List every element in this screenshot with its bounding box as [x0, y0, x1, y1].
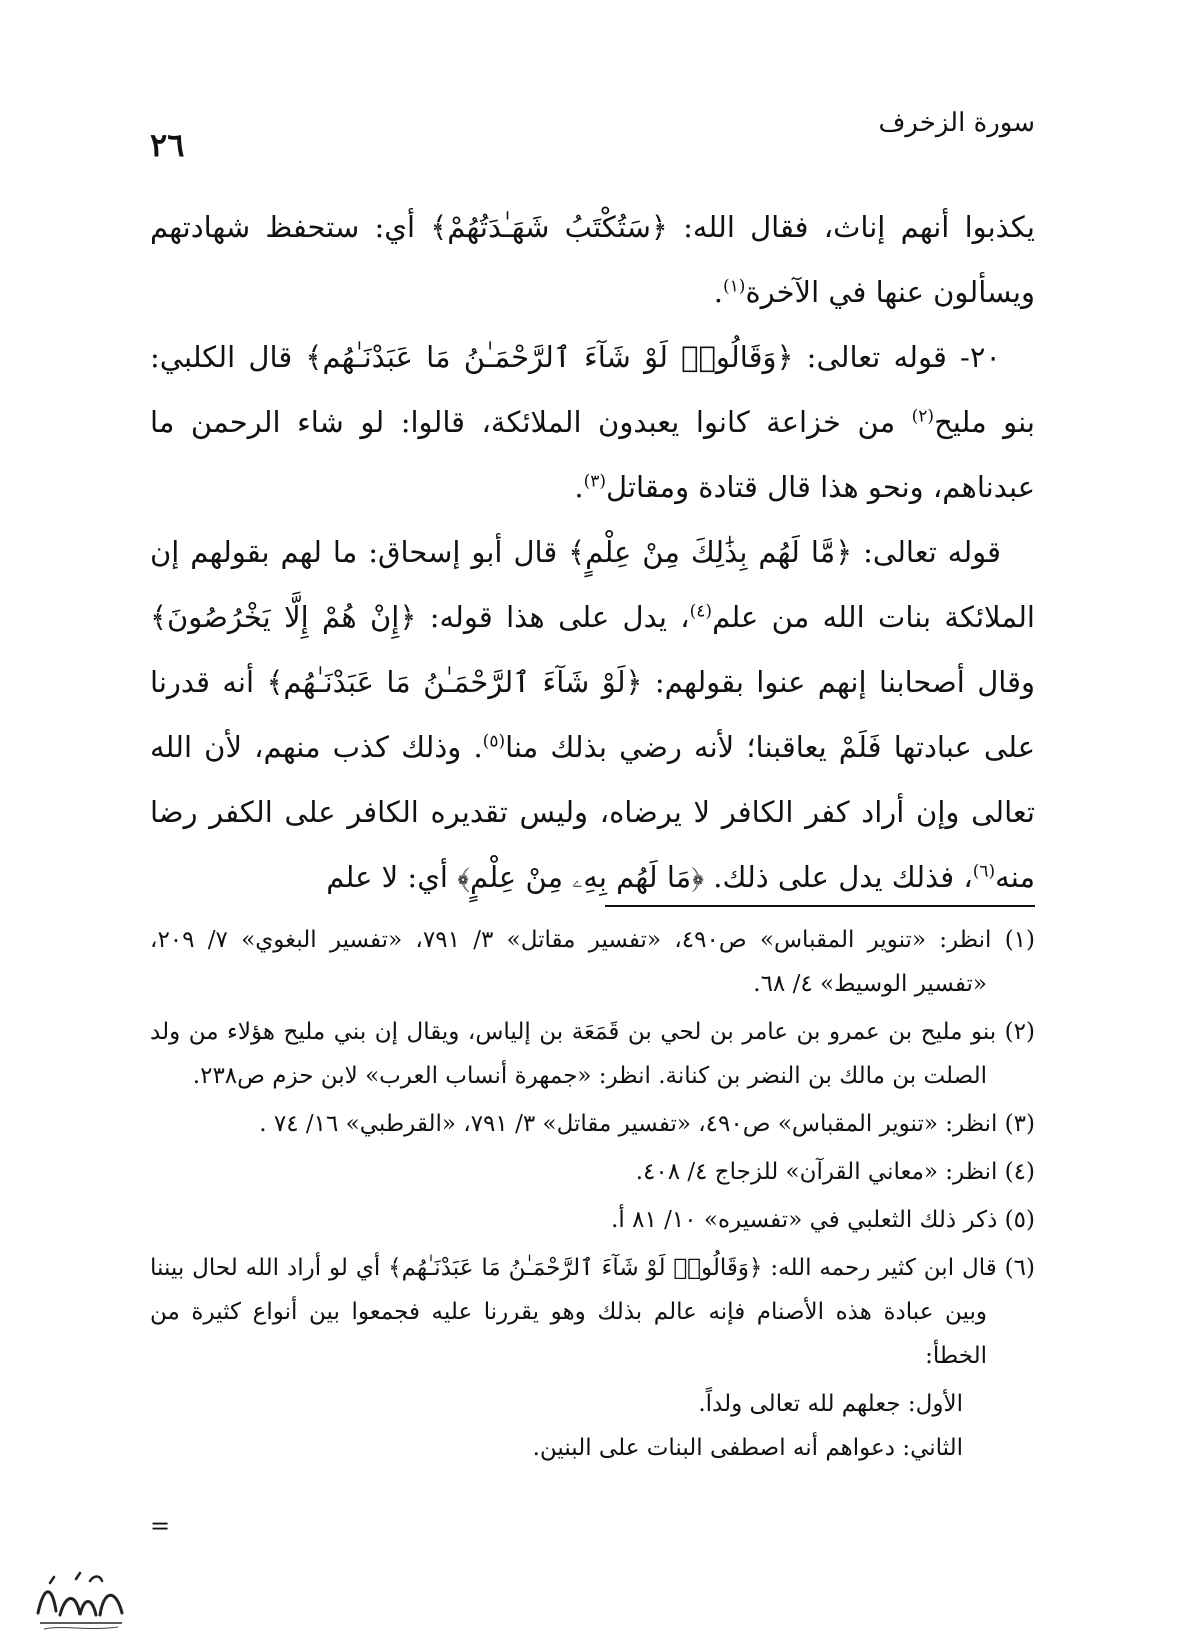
paragraph-2: [150, 325, 1035, 520]
paragraph-2-end: .: [574, 470, 584, 504]
page-header: [150, 96, 1035, 164]
footnote-6-second: الثاني: دعواهم أنه اصطفى البنات على البنين.: [532, 1435, 963, 1461]
footnote-ref-2: (٢): [911, 406, 935, 427]
paragraph-3-text-a: قوله تعالى: ﴿مَّا لَهُم بِذَٰلِكَ مِنْ عِلْمٍ﴾ قال أبو إسحاق: ما لهم بقولهم إن الملائكة بنات الله من علم: [150, 535, 1035, 634]
footnote-ref-6: (٦): [972, 861, 996, 882]
footnote-divider: [605, 905, 1035, 907]
footnote-ref-1: (١): [723, 276, 746, 297]
footnote-ref-3: (٣): [583, 471, 607, 492]
footnote-6-first: الأول: جعلهم لله تعالى ولداً.: [698, 1391, 963, 1417]
footnote-ref-4: (٤): [689, 601, 713, 622]
paragraph-1: [150, 195, 1035, 325]
paragraph-1-end: .: [713, 275, 724, 309]
footnote-1: (١) انظر: «تنوير المقباس» ص٤٩٠، «تفسير مقاتل» ٣/ ٧٩١، «تفسير البغوي» ٧/ ٢٠٩، «تفسير الوسيط» ٤/ ٦٨.: [150, 927, 1036, 997]
paragraph-3-text-b: ، يدل على هذا قوله: ﴿إِنْ هُمْ إِلَّا يَخْرُصُونَ﴾ وقال أصحابنا إنهم عنوا بقولهم: ﴿لَوْ شَآءَ ٱلرَّحْمَـٰنُ مَا عَبَدْنَـٰهُم﴾ أنه قدرنا على عبادتها فَلَمْ يعاقبنا؛ لأنه رضي بذلك منا: [150, 600, 1035, 764]
footnote-2: (٢) بنو مليح بن عمرو بن عامر بن لحي بن قَمَعَة بن إلياس، ويقال إن بني مليح هؤلاء من ولد الصلت بن مالك بن النضر بن كنانة. انظر: «جمهرة أنساب العرب» لابن حزم ص٢٣٨.: [150, 1019, 1035, 1089]
footnotes: [150, 918, 1035, 1470]
paragraph-3: [150, 520, 1035, 910]
footnote-5: (٥) ذكر ذلك الثعلبي في «تفسيره» ١٠/ ٨١ أ.: [611, 1207, 1035, 1233]
footnote-6: (٦) قال ابن كثير رحمه الله: ﴿وَقَالُوا۟ لَوْ شَآءَ ٱلرَّحْمَـٰنُ مَا عَبَدْنَـٰهُم﴾ أي لو أراد الله لحال بيننا وبين عبادة هذه الأصنام فإنه عالم بذلك وهو يقررنا عليه فجمعوا بين أنواع كثيرة من الخطأ:: [150, 1255, 1035, 1369]
publisher-logo-icon: [30, 1565, 130, 1635]
paragraph-1-text: يكذبوا أنهم إناث، فقال الله: ﴿سَتُكْتَبُ شَهَـٰدَتُهُمْ﴾ أي: ستحفظ شهادتهم ويسألون عنها في الآخرة: [150, 210, 1035, 309]
paragraph-2-text-b: من خزاعة كانوا يعبدون الملائكة، قالوا: لو شاء الرحمن ما عبدناهم، ونحو هذا قال قتادة ومقاتل: [150, 405, 1035, 504]
paragraph-3-text-c: . وذلك كذب منهم، لأن الله تعالى وإن أراد كفر الكافر لا يرضاه، وليس تقديره الكافر على الكفر رضا منه: [150, 730, 1035, 894]
paragraph-2-text-a: ٢٠- قوله تعالى: ﴿وَقَالُوا۟ لَوْ شَآءَ ٱلرَّحْمَـٰنُ مَا عَبَدْنَـٰهُم﴾ قال الكلبي: بنو مليح: [150, 340, 1035, 439]
main-text: [150, 195, 1035, 910]
paragraph-3-text-d: ، فذلك يدل على ذلك. ﴿مَا لَهُم بِهِۦ مِنْ عِلْمٍ﴾ أي: لا علم: [326, 860, 973, 894]
page-number: ٢٦: [150, 126, 185, 164]
continuation-mark: =: [150, 1512, 171, 1540]
surah-title: سورة الزخرف: [878, 108, 1035, 138]
footnote-3: (٣) انظر: «تنوير المقباس» ص٤٩٠، «تفسير مقاتل» ٣/ ٧٩١، «القرطبي» ١٦/ ٧٤ .: [259, 1111, 1035, 1137]
footnote-4: (٤) انظر: «معاني القرآن» للزجاج ٤/ ٤٠٨.: [635, 1159, 1035, 1185]
footnote-ref-5: (٥): [482, 731, 506, 752]
